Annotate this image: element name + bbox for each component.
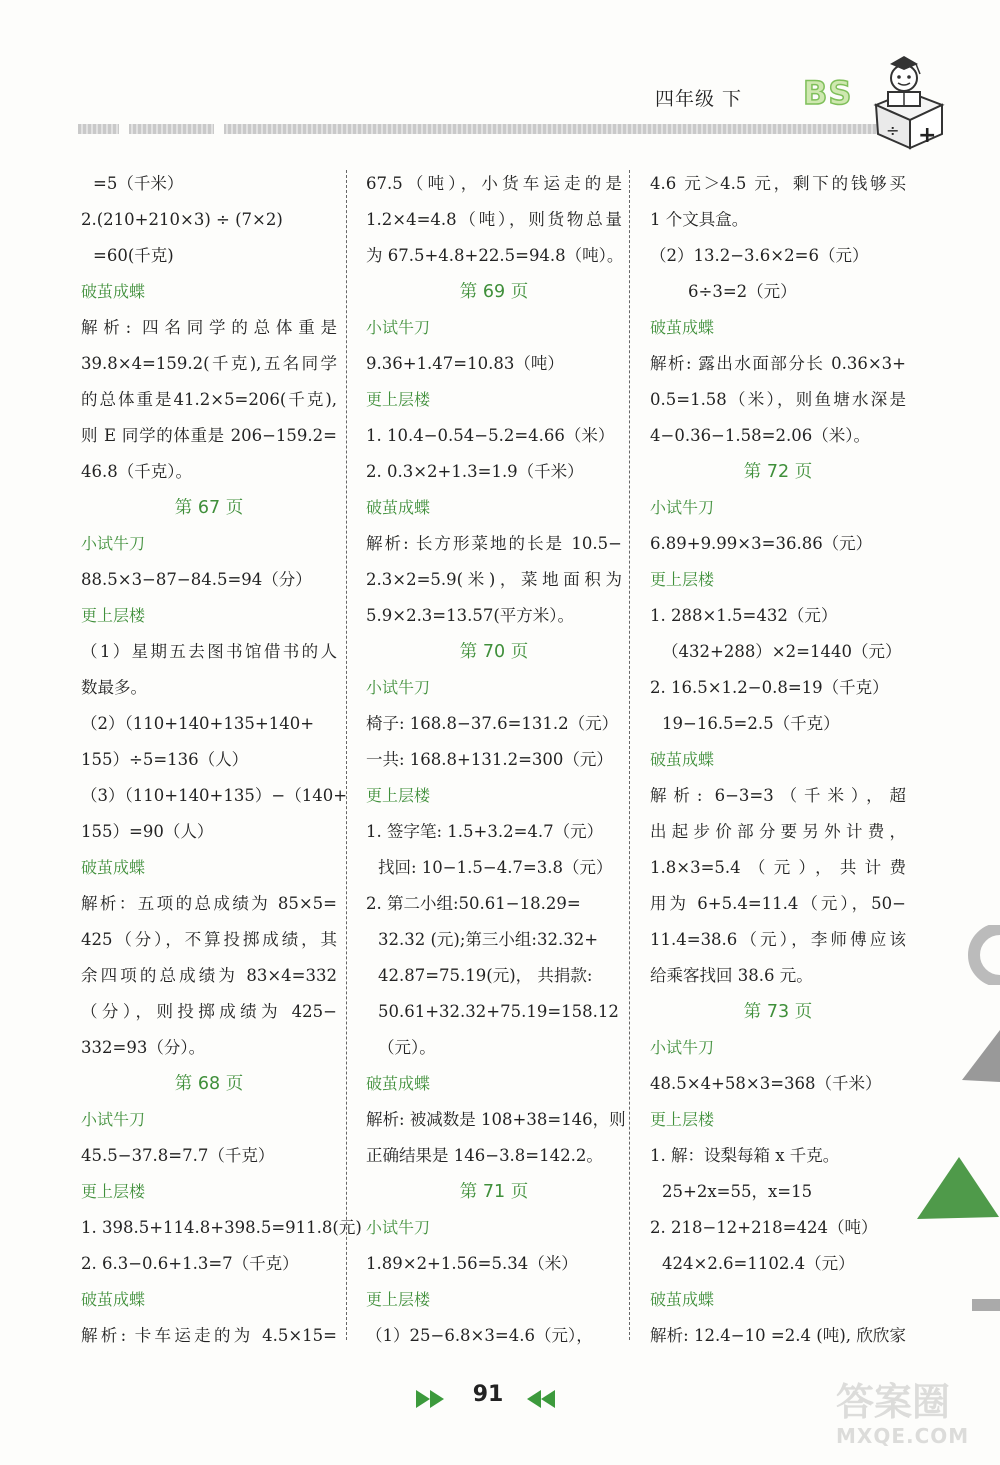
answer-line: 解析: 被减数是 108+38=146，则 bbox=[366, 1110, 626, 1129]
section-heading: 小试牛刀 bbox=[81, 1110, 146, 1129]
answer-line: 155）=90（人） bbox=[81, 822, 214, 841]
answer-line: 25+2x=55，x=15 bbox=[662, 1182, 813, 1201]
answer-line: 45.5−37.8=7.7（千克） bbox=[81, 1146, 275, 1165]
gray-triangle-icon bbox=[962, 1030, 1000, 1082]
answer-line: 1. 288×1.5=432（元） bbox=[650, 606, 838, 625]
answer-line: 42.87=75.19(元)， 共捐款: bbox=[378, 966, 593, 985]
answer-line: 解析: 12.4−10 =2.4 (吨), 欣欣家 bbox=[650, 1326, 906, 1345]
answer-line: （元）。 bbox=[378, 1038, 436, 1057]
ring-shape-icon bbox=[958, 925, 1000, 985]
section-heading: 破茧成蝶 bbox=[366, 1074, 431, 1093]
right-arrows-icon bbox=[414, 1386, 454, 1412]
answer-line: 解析: 露出水面部分长 0.36×3+ bbox=[650, 354, 906, 373]
section-heading: 更上层楼 bbox=[366, 390, 431, 409]
section-heading: 破茧成蝶 bbox=[81, 282, 146, 301]
answer-column-1 bbox=[81, 166, 362, 1354]
answer-line: （432+288）×2=1440（元） bbox=[662, 642, 902, 661]
answer-line: 1.8×3=5.4（元），共计费 bbox=[650, 858, 906, 877]
mascot-reading-icon bbox=[868, 50, 946, 150]
section-heading: 小试牛刀 bbox=[366, 678, 431, 697]
answer-line: 1.2×4=4.8（吨），则货物总量 bbox=[366, 210, 622, 229]
answer-line: 2. 218−12+218=424（吨） bbox=[650, 1218, 878, 1237]
answer-line: 出起步价部分要另外计费， bbox=[650, 822, 906, 841]
answer-line: 给乘客找回 38.6 元。 bbox=[650, 966, 813, 985]
column-divider bbox=[346, 170, 347, 1340]
answer-line: 46.8（千克）。 bbox=[81, 462, 192, 481]
answer-line: 332=93（分）。 bbox=[81, 1038, 206, 1057]
answer-line: 39.8×4=159.2(千克),五名同学 bbox=[81, 354, 337, 373]
answer-line: 1. 解：设梨每箱 x 千克。 bbox=[650, 1146, 840, 1165]
answer-line: 6.89+9.99×3=36.86（元） bbox=[650, 534, 873, 553]
grade-label: 四年级 下 bbox=[655, 88, 743, 110]
answer-line: 2. 6.3−0.6+1.3=7（千克） bbox=[81, 1254, 299, 1273]
answer-line: =60(千克) bbox=[93, 246, 174, 265]
answer-line: 19−16.5=2.5（千克） bbox=[662, 714, 840, 733]
answer-line: 2. 0.3×2+1.3=1.9（千米） bbox=[366, 462, 584, 481]
left-arrows-icon bbox=[521, 1386, 561, 1412]
answer-line: 1. 签字笔: 1.5+3.2=4.7（元） bbox=[366, 822, 604, 841]
watermark-url: MXQE.COM bbox=[836, 1424, 970, 1448]
green-triangle-icon bbox=[915, 1155, 1000, 1221]
answer-line: 2. 16.5×1.2−0.8=19（千克） bbox=[650, 678, 889, 697]
answer-line: （1）星期五去图书馆借书的人 bbox=[81, 642, 337, 661]
watermark-text: 答案圈 bbox=[836, 1380, 951, 1424]
gray-bar-icon bbox=[972, 1295, 1000, 1315]
answer-line: 找回: 10−1.5−4.7=3.8（元） bbox=[378, 858, 613, 877]
answer-line: 425（分），不算投掷成绩，其 bbox=[81, 930, 337, 949]
answer-line: 88.5×3−87−84.5=94（分） bbox=[81, 570, 312, 589]
section-heading: 破茧成蝶 bbox=[650, 1290, 715, 1309]
answer-line: 9.36+1.47=10.83（吨） bbox=[366, 354, 564, 373]
answer-line: 67.5（吨），小货车运走的是 bbox=[366, 174, 622, 193]
watermark bbox=[836, 1380, 996, 1460]
answer-line: 6÷3=2（元） bbox=[688, 282, 797, 301]
section-heading: 小试牛刀 bbox=[81, 534, 146, 553]
answer-line: 155）÷5=136（人） bbox=[81, 750, 249, 769]
section-heading: 破茧成蝶 bbox=[650, 750, 715, 769]
answer-line: 则 E 同学的体重是 206−159.2= bbox=[81, 426, 337, 445]
answer-line: 解析: 四名同学的总体重是 bbox=[81, 318, 337, 337]
section-heading: 破茧成蝶 bbox=[81, 858, 146, 877]
answer-line: 4.6 元＞4.5 元，剩下的钱够买 bbox=[650, 174, 906, 193]
answer-line: 解析: 卡车运走的为 4.5×15= bbox=[81, 1326, 337, 1345]
section-heading: 更上层楼 bbox=[366, 1290, 431, 1309]
answer-line: 1. 398.5+114.8+398.5=911.8(元) bbox=[81, 1218, 362, 1237]
page-header bbox=[0, 0, 1000, 160]
answer-line: 2.3×2=5.9(米)，菜地面积为 bbox=[366, 570, 622, 589]
answer-line: 50.61+32.32+75.19=158.12 bbox=[378, 1002, 619, 1021]
answer-line: （3）（110+140+135）−（140+ bbox=[81, 786, 348, 805]
answer-column-3 bbox=[650, 166, 906, 1354]
answer-line: 解析: 长方形菜地的长是 10.5− bbox=[366, 534, 622, 553]
page-heading: 第 73 页 bbox=[743, 1002, 813, 1022]
answer-line: 的总体重是41.2×5=206(千克), bbox=[81, 390, 337, 409]
column-divider bbox=[629, 170, 630, 1340]
edition-logo: BS bbox=[803, 74, 853, 112]
answer-line: 2.(210+210×3) ÷ (7×2) bbox=[81, 210, 283, 229]
answer-line: （2）13.2−3.6×2=6（元） bbox=[650, 246, 869, 265]
answer-line: 5.9×2.3=13.57(平方米）。 bbox=[366, 606, 575, 625]
answer-line: （分），则投掷成绩为 425− bbox=[81, 1002, 337, 1021]
section-heading: 破茧成蝶 bbox=[366, 498, 431, 517]
answer-line: 解析: 6−3=3（千米），超 bbox=[650, 786, 906, 805]
section-heading: 更上层楼 bbox=[81, 606, 146, 625]
answer-line: 余四项的总成绩为 83×4=332 bbox=[81, 966, 337, 985]
svg-text:÷: ÷ bbox=[886, 121, 900, 140]
page-number: 91 bbox=[472, 1382, 504, 1407]
answer-line: （1）25−6.8×3=4.6（元）， bbox=[366, 1326, 593, 1345]
answer-line: 1. 10.4−0.54−5.2=4.66（米） bbox=[366, 426, 615, 445]
page-heading: 第 71 页 bbox=[459, 1182, 529, 1202]
page-heading: 第 67 页 bbox=[174, 498, 244, 518]
answer-line: 正确结果是 146−3.8=142.2。 bbox=[366, 1146, 603, 1165]
answer-column-2 bbox=[366, 166, 626, 1354]
answer-line: 0.5=1.58（米），则鱼塘水深是 bbox=[650, 390, 906, 409]
answer-line: 2. 第二小组:50.61−18.29= bbox=[366, 894, 581, 913]
section-heading: 更上层楼 bbox=[650, 1110, 715, 1129]
section-heading: 更上层楼 bbox=[81, 1182, 146, 1201]
header-band bbox=[78, 124, 880, 134]
answer-line: 424×2.6=1102.4（元） bbox=[662, 1254, 855, 1273]
answer-line: 48.5×4+58×3=368（千米） bbox=[650, 1074, 882, 1093]
section-heading: 更上层楼 bbox=[366, 786, 431, 805]
answer-line: 解析：五项的总成绩为 85×5= bbox=[81, 894, 337, 913]
section-heading: 更上层楼 bbox=[650, 570, 715, 589]
answer-line: =5（千米） bbox=[93, 174, 184, 193]
page-heading: 第 70 页 bbox=[459, 642, 529, 662]
answer-line: 数最多。 bbox=[81, 678, 147, 697]
answer-line: 32.32 (元);第三小组:32.32+ bbox=[378, 930, 599, 949]
section-heading: 小试牛刀 bbox=[366, 318, 431, 337]
section-heading: 小试牛刀 bbox=[366, 1218, 431, 1237]
answer-line: 椅子: 168.8−37.6=131.2（元） bbox=[366, 714, 619, 733]
answer-line: 1 个文具盒。 bbox=[650, 210, 749, 229]
answer-line: 4−0.36−1.58=2.06（米）。 bbox=[650, 426, 870, 445]
section-heading: 小试牛刀 bbox=[650, 498, 715, 517]
answer-line: 11.4=38.6（元），李师傅应该 bbox=[650, 930, 906, 949]
section-heading: 破茧成蝶 bbox=[650, 318, 715, 337]
answer-line: 一共: 168.8+131.2=300（元） bbox=[366, 750, 613, 769]
svg-text:+: + bbox=[918, 123, 937, 148]
answer-line: （2）（110+140+135+140+ bbox=[81, 714, 315, 733]
page-heading: 第 69 页 bbox=[459, 282, 529, 302]
section-heading: 小试牛刀 bbox=[650, 1038, 715, 1057]
answer-line: 用为 6+5.4=11.4（元），50− bbox=[650, 894, 906, 913]
answer-line: 为 67.5+4.8+22.5=94.8（吨）。 bbox=[366, 246, 624, 265]
section-heading: 破茧成蝶 bbox=[81, 1290, 146, 1309]
page-heading: 第 72 页 bbox=[743, 462, 813, 482]
page-heading: 第 68 页 bbox=[174, 1074, 244, 1094]
answer-line: 1.89×2+1.56=5.34（米） bbox=[366, 1254, 578, 1273]
